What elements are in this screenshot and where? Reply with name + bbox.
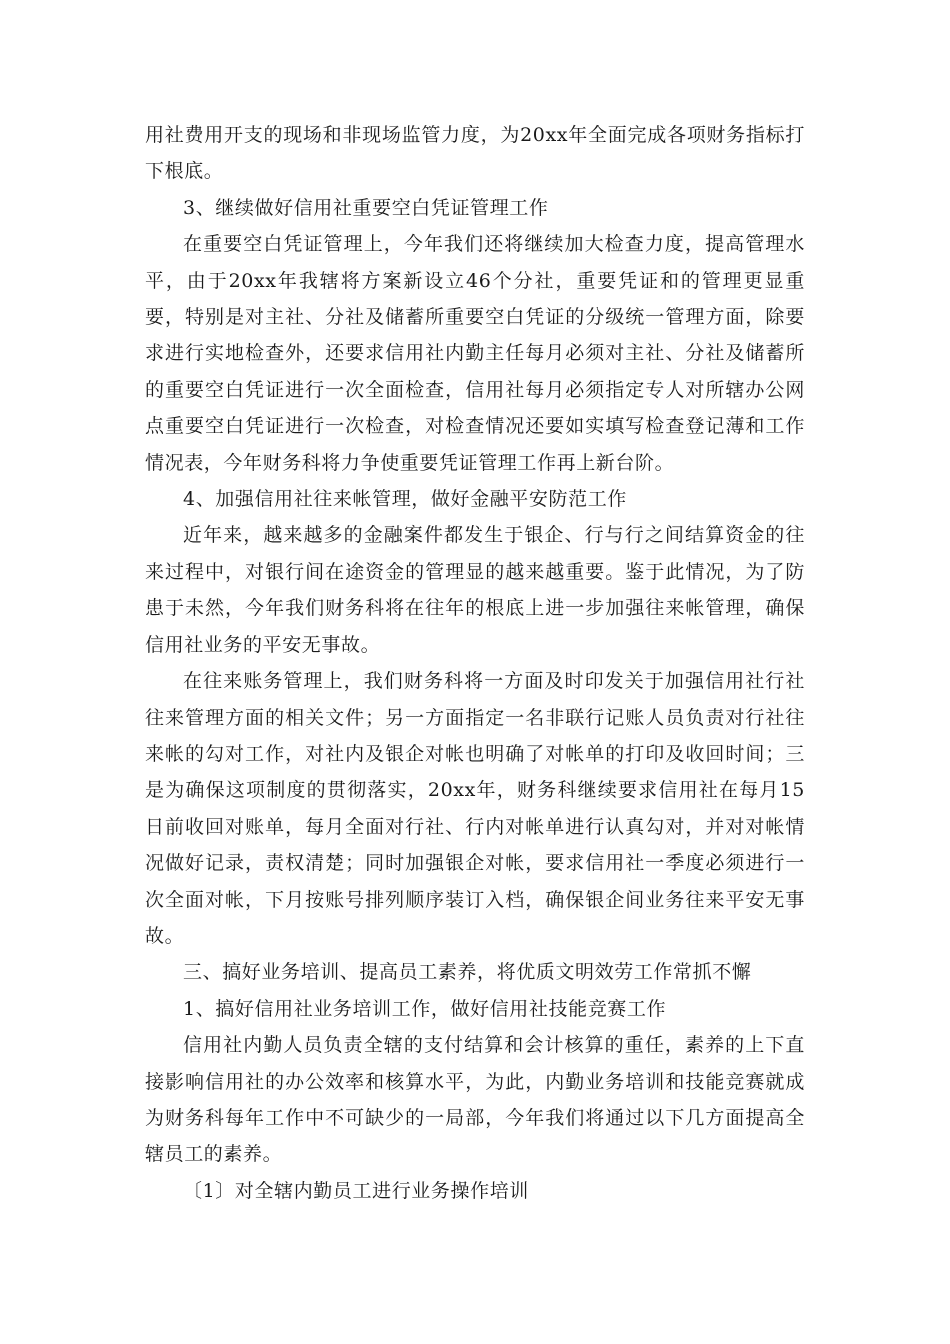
chapter-heading-3: 三、搞好业务培训、提高员工素养，将优质文明效劳工作常抓不懈: [183, 961, 752, 984]
subsection-heading-1: 〔1〕对全辖内勤员工进行业务操作培训: [183, 1179, 529, 1202]
section-heading-1: 1、搞好信用社业务培训工作，做好信用社技能竞赛工作: [183, 997, 667, 1020]
section-heading-4: 4、加强信用社往来帐管理，做好金融平安防范工作: [183, 488, 627, 511]
paragraph: 近年来，越来越多的金融案件都发生于银企、行与行之间结算资金的往来过程中，对银行间在途资金的管理显的越来越重要。鉴于此情况，为了防患于未然，今年我们财务科将在往年的根底上进一步加强往来帐管理，确保信用社业务的平安无事故。: [145, 524, 805, 656]
paragraph: 在往来账务管理上，我们财务科将一方面及时印发关于加强信用社行社往来管理方面的相关文件；另一方面指定一名非联行记账人员负责对行社往来帐的勾对工作，对社内及银企对帐也明确了对帐单的打印及收回时间；三是为确保这项制度的贯彻落实，20xx年，财务科继续要求信用社在每月15日前收回对账单，每月全面对行社、行内对帐单进行认真勾对，并对对帐情况做好记录，责权清楚；同时加强银企对帐，要求信用社一季度必须进行一次全面对帐，下月按账号排列顺序装订入档，确保银企间业务往来平安无事故。: [145, 670, 805, 947]
document-body: [145, 117, 805, 1209]
paragraph-continuation: 用社费用开支的现场和非现场监管力度，为20xx年全面完成各项财务指标打下根底。: [145, 124, 805, 183]
paragraph: 信用社内勤人员负责全辖的支付结算和会计核算的重任，素养的上下直接影响信用社的办公效率和核算水平，为此，内勤业务培训和技能竞赛就成为财务科每年工作中不可缺少的一局部，今年我们将通过以下几方面提高全辖员工的素养。: [145, 1034, 805, 1166]
section-heading-3: 3、继续做好信用社重要空白凭证管理工作: [183, 196, 549, 219]
paragraph: 在重要空白凭证管理上，今年我们还将继续加大检查力度，提高管理水平，由于20xx年我辖将方案新设立46个分社，重要凭证和的管理更显重要，特别是对主社、分社及储蓄所重要空白凭证的分级统一管理方面，除要求进行实地检查外，还要求信用社内勤主任每月必须对主社、分社及储蓄所的重要空白凭证进行一次全面检查，信用社每月必须指定专人对所辖办公网点重要空白凭证进行一次检查，对检查情况还要如实填写检查登记薄和工作情况表，今年财务科将力争使重要凭证管理工作再上新台阶。: [145, 233, 805, 474]
